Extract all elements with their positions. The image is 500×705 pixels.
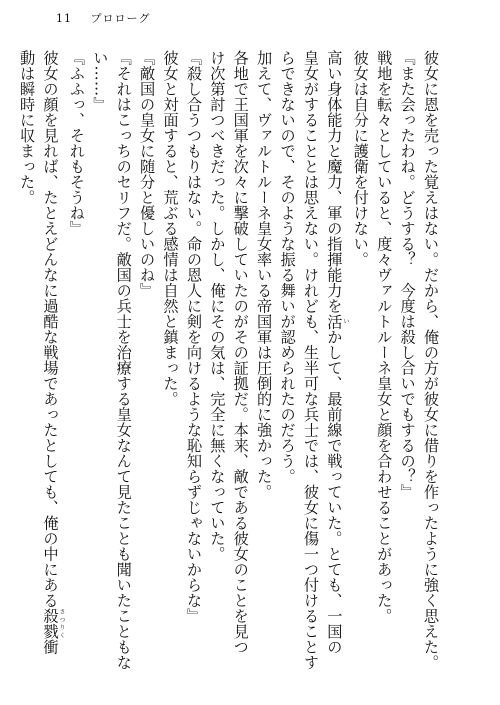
text-line-1: 彼女に恩を売った覚えはない。だから、俺の方が彼女に借りを作ったように強く思えた。 — [422, 50, 440, 670]
text-line-5: 高い身体能力と魔力、軍の指揮能力を活いかして、最前線で戦っていた。とても、一国の — [325, 50, 349, 655]
furigana-reading-massacre: さつりく — [58, 608, 65, 639]
running-header — [56, 10, 151, 26]
text-line-10: け次第討つべきだった。しかし、俺にその気は、完全に無くなっていた。 — [208, 50, 227, 562]
text-line-15: い……』 — [91, 50, 110, 112]
chapter-title: プロローグ — [90, 12, 151, 25]
page-number: 11 — [56, 12, 72, 25]
vertical-text-body — [15, 50, 442, 670]
text-line-6: 皇女がすることとは思えない。けれども、生半可な兵士では、彼女に傷一つ付けることす — [301, 50, 320, 670]
text-line-8: 加えて、ヴァルトルーネ皇女率いる帝国軍は圧倒的に強かった。 — [255, 50, 274, 500]
text-line-4: 彼女は自分に護衛を付けない。 — [351, 50, 370, 267]
furigana-reading-activate: い — [341, 313, 349, 329]
furigana-massacre: 殺戮さつりく — [41, 608, 65, 639]
text-line-17: 彼女の顔を見れば、たとえどんなに過酷な戦場であったとしても、俺の中にある殺戮さつりく衝 — [41, 50, 65, 655]
text-line-12: 彼女と対面すると、荒ぶる感情は自然と鎮まった。 — [161, 50, 180, 407]
text-line-2: 『また会ったわね。どうする？ 今度は殺し合いでもするの？』 — [398, 50, 417, 500]
text-line-9: 各地で王国軍を次々に撃破していたのがその証拠だ。本来、敵である彼女のことを見つ — [231, 50, 250, 655]
text-line-13: 『敵国の皇女に随分と優しいのね』 — [138, 50, 157, 298]
furigana-activate: 活い — [325, 313, 349, 329]
text-line-14: 『それはこっちのセリフだ。敵国の兵士を治療する皇女なんて見たことも聞いたこともな — [114, 50, 133, 670]
text-line-3: 戦地を転々としていると、度々ヴァルトルーネ皇女と顔を合わせることがあった。 — [375, 50, 394, 624]
text-line-7: らできないので、そのような振る舞いが認められたのだろう。 — [278, 50, 297, 484]
text-line-18: 動は瞬時に収まった。 — [18, 50, 37, 205]
text-line-16: 『ふふっ、それもそうね』 — [67, 50, 86, 236]
text-line-11: 『殺し合うつもりはない。命の恩人に剣を向けるような恥知らずじゃないからな』 — [184, 50, 203, 624]
